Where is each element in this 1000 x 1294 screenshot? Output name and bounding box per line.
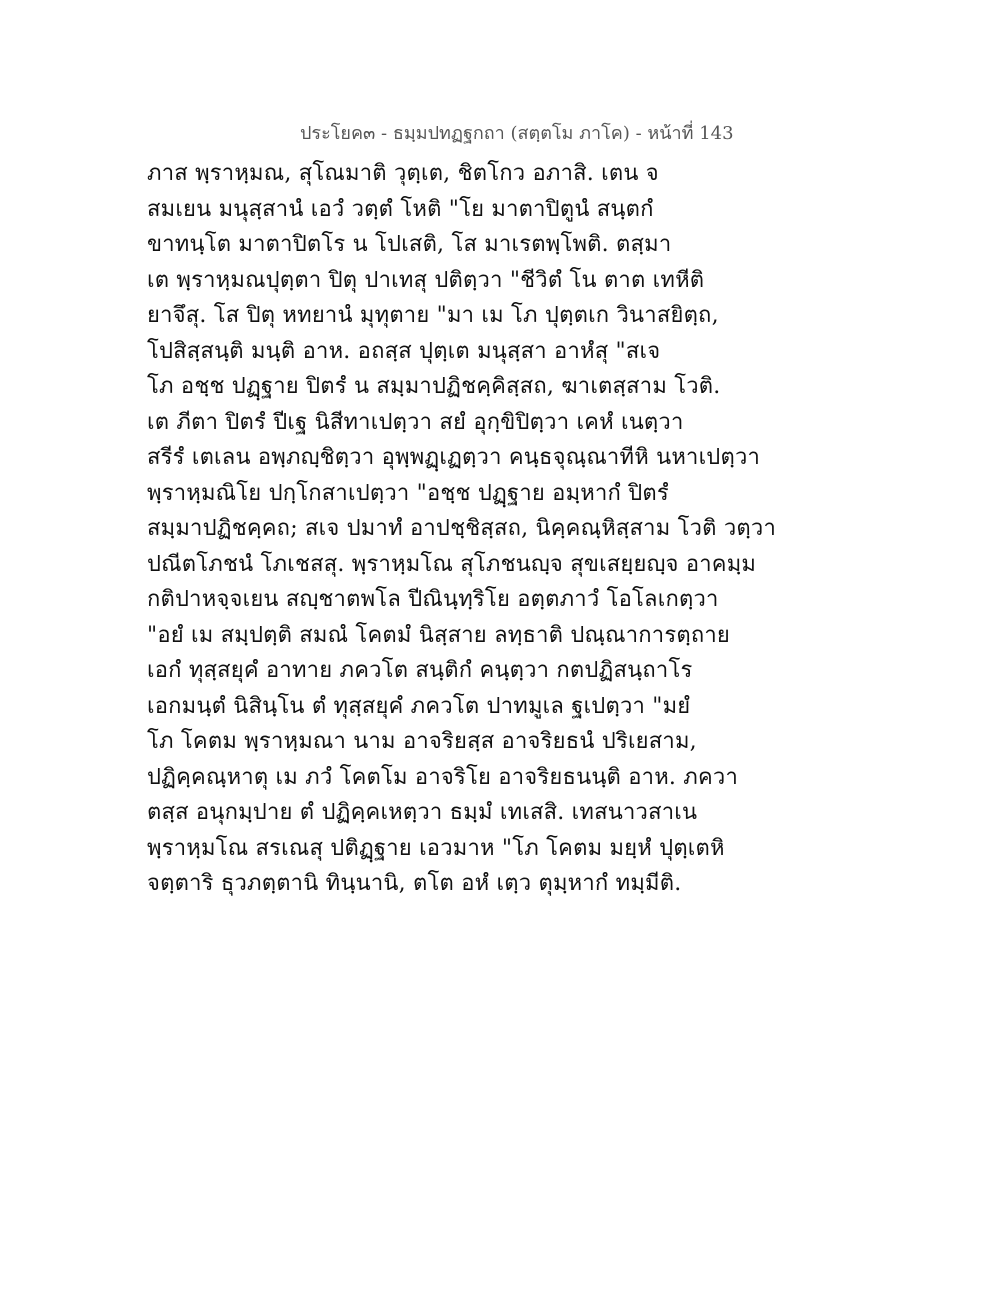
text-line: โภ อชฺช ปฏฺฐาย ปิตรํ น สมฺมาปฏิชคฺคิสฺสถ, ฆาเตสฺสาม โวติ.	[147, 374, 721, 399]
text-line: ภาส พฺราหฺมณ, สุโณมาติ วุตฺเต, ชิตโกว อภาสิ. เตน จ	[147, 161, 659, 186]
text-line: กติปาหจฺจเยน สญฺชาตพโล ปีณินฺทฺริโย อตฺตภาวํ โอโลเกตฺวา	[147, 587, 719, 612]
text-line: ตสฺส อนุกมฺปาย ตํ ปฏิคฺคเหตฺวา ธมฺมํ เทเสสิ. เทสนาวสาเน	[147, 800, 698, 825]
text-line: พฺราหฺมโณ สรเณสุ ปติฏฺฐาย เอวมาห "โภ โคตม มยฺหํ ปุตฺเตหิ	[147, 835, 725, 861]
text-line: เอกมนฺตํ นิสินฺโน ตํ ทุสฺสยุคํ ภควโต ปาทมูเล ฐเปตฺวา "มยํ	[147, 693, 691, 719]
body-text	[147, 156, 777, 902]
text-line: โภ โคตม พฺราหฺมณา นาม อาจริยสฺส อาจริยธนํ ปริเยสาม,	[147, 729, 697, 754]
text-line: ยาจึสุ. โส ปิตุ หทยานํ มุทุตาย "มา เม โภ ปุตฺตเก วินาสยิตฺถ,	[147, 303, 719, 328]
text-line: เต พฺราหฺมณปุตฺตา ปิตุ ปาเทสุ ปติตฺวา "ชีวิตํ โน ตาต เทหีติ	[147, 267, 705, 293]
text-line: พฺราหฺมณิโย ปกฺโกสาเปตฺวา "อชฺช ปฏฺฐาย อมฺหากํ ปิตรํ	[147, 480, 669, 506]
running-header: ประโยค๓ - ธมฺมปทฏฐกถา (สตฺตโม ภาโค) - หน้าที่ 143	[300, 123, 734, 144]
text-line: เอกํ ทุสฺสยุคํ อาทาย ภควโต สนฺติกํ คนฺตฺวา กตปฏิสนฺถาโร	[147, 658, 693, 683]
text-line: ปฏิคฺคณฺหาตุ เม ภวํ โคตโม อาจริโย อาจริยธนนฺติ อาห. ภควา	[147, 764, 739, 790]
text-line: โปสิสฺสนฺติ มนฺติ อาห. อถสฺส ปุตฺเต มนุสฺสา อาหํสุ "สเจ	[147, 338, 661, 364]
text-line: จตฺตาริ ธุวภตฺตานิ ทินฺนานิ, ตโต อหํ เตฺว ตุมฺหากํ ทมฺมีติ.	[147, 871, 682, 896]
text-line: ปณีตโภชนํ โภเชสสุ. พฺราหฺมโณ สุโภชนญฺจ สุขเสยฺยญฺจ อาคมฺม	[147, 551, 757, 577]
text-line: เต ภีตา ปิตรํ ปีเฐ นิสีทาเปตฺวา สยํ อุกฺขิปิตฺวา เคหํ เนตฺวา	[147, 409, 684, 435]
text-line: สมฺมาปฏิชคฺคถ; สเจ ปมาทํ อาปชฺชิสฺสถ, นิคฺคณฺหิสฺสาม โวติ วตฺวา	[147, 516, 777, 541]
text-line: "อยํ เม สมฺปตฺติ สมณํ โคตมํ นิสฺสาย ลทฺธาติ ปณฺณาการตฺถาย	[147, 622, 730, 648]
text-line: สมเยน มนุสฺสานํ เอวํ วตฺตํ โหติ "โย มาตาปิตูนํ สนฺตกํ	[147, 196, 654, 222]
text-line: ขาทนฺโต มาตาปิตโร น โปเสติ, โส มาเรตพฺโพติ. ตสฺมา	[147, 232, 672, 257]
text-line: สรีรํ เตเลน อพฺภญฺชิตฺวา อุพฺพฏฺเฏตฺวา คนฺธจุณฺณาทีหิ นหาเปตฺวา	[147, 445, 761, 470]
